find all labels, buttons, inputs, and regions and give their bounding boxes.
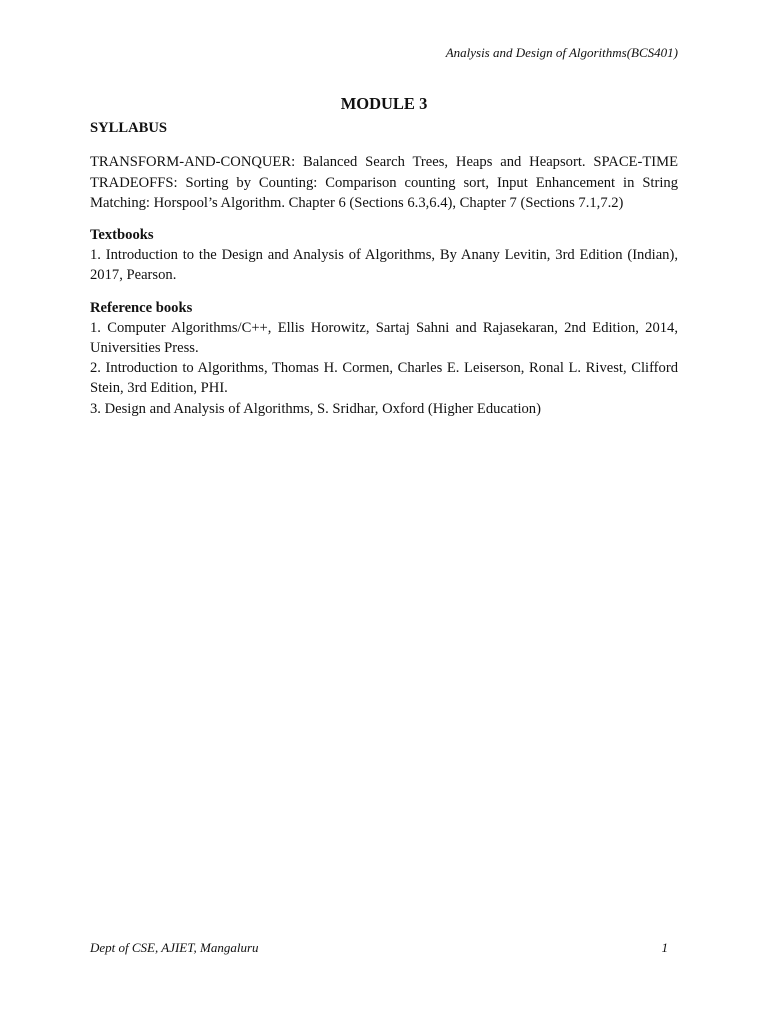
module-title: MODULE 3 [340, 94, 428, 113]
reference-item: 3. Design and Analysis of Algorithms, S. Sridhar, Oxford (Higher Education) [90, 400, 541, 417]
page-number: 1 [661, 940, 668, 955]
syllabus-text: TRANSFORM-AND-CONQUER: Balanced Search Trees, Heaps and Heapsort. SPACE-TIME TRADEOFFS: Sorting by Counting: Comparison counting sort, Input Enhancement in String Matching: Horspool’s Algorithm. Chapter 6 (Sections 6.3,6.4), Chapter 7 (Sections 7.1,7.2) [90, 154, 678, 211]
reference-item: 2. Introduction to Algorithms, Thomas H. Cormen, Charles E. Leiserson, Ronal L. Rivest, Clifford Stein, 3rd Edition, PHI. [90, 360, 678, 397]
textbook-item: 1. Introduction to the Design and Analysis of Algorithms, By Anany Levitin, 3rd Edition (Indian), 2017, Pearson. [90, 247, 678, 284]
footer-department: Dept of CSE, AJIET, Mangaluru [90, 940, 259, 955]
running-header: Analysis and Design of Algorithms(BCS401) [445, 45, 678, 60]
syllabus-heading: SYLLABUS [90, 120, 168, 137]
references-heading: Reference books [90, 299, 193, 316]
page-body [90, 94, 678, 419]
reference-item: 1. Computer Algorithms/C++, Ellis Horowitz, Sartaj Sahni and Rajasekaran, 2nd Edition, 2014, Universities Press. [90, 319, 678, 357]
textbooks-heading: Textbooks [90, 227, 154, 244]
